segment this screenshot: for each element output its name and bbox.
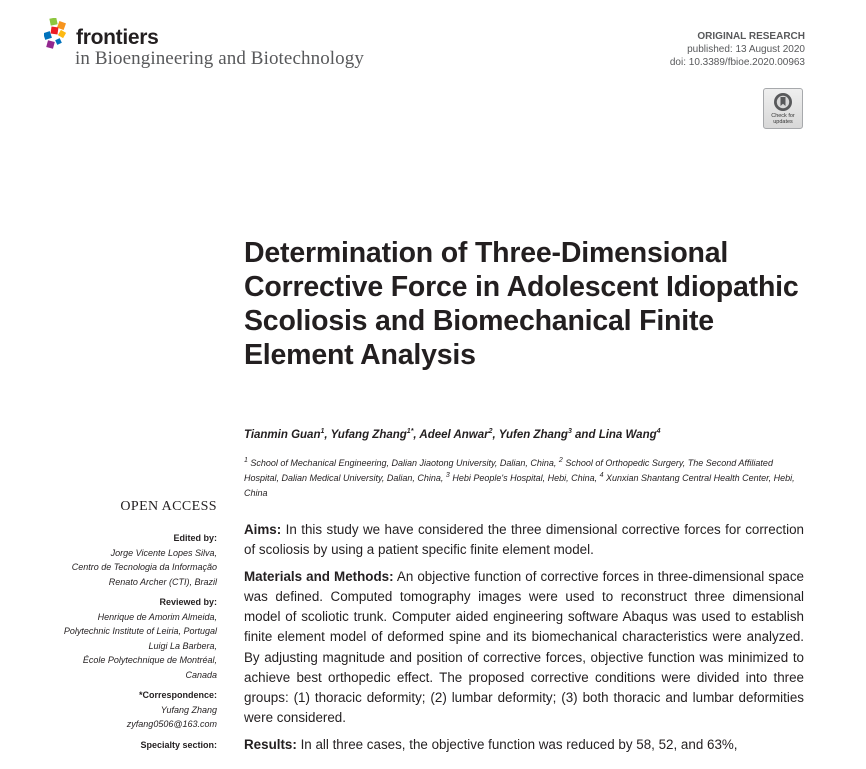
- reviewer-line: Polytechnic Institute of Leiria, Portugal: [63, 626, 217, 636]
- badge-label: [764, 113, 802, 125]
- affiliation-text: Hebi People's Hospital, Hebi, China,: [449, 473, 600, 483]
- editor-line: Centro de Tecnologia da Informação: [71, 562, 217, 572]
- correspondence-label: *Correspondence:: [138, 690, 217, 700]
- affiliation-text: Xunxian Shantang Central Health Center, Hebi, China: [244, 473, 795, 498]
- reviewed-by-label: Reviewed by:: [159, 597, 217, 607]
- published-date: published: 13 August 2020: [687, 44, 805, 55]
- author-name[interactable]: Tianmin Guan: [244, 429, 321, 441]
- editor-line: Jorge Vicente Lopes Silva,: [110, 547, 217, 558]
- article-type: ORIGINAL RESEARCH: [697, 31, 805, 42]
- author-name[interactable]: Yufang Zhang: [330, 429, 407, 441]
- affiliation-sup: 2: [558, 457, 563, 464]
- abstract-label: Aims:: [244, 522, 282, 537]
- correspondence-email[interactable]: zyfang0506@163.com: [126, 719, 217, 729]
- abstract-paragraph: [244, 567, 804, 728]
- author-sup: 1*: [406, 428, 414, 436]
- author-sep: ,: [413, 429, 420, 441]
- author-sup: 2: [488, 428, 493, 436]
- badge-label-line2: updates: [773, 119, 793, 125]
- abstract-text: An objective function of corrective forces in three-dimensional space was defined. Computed tomography images were used to reconstruct three dimensional model of scoliotic trunk. Computer aided engineering software Abaqus was used to establish finite element model of deformed spine and its biomechanical characteristics were analyzed. By adjusting magnitude and position of corrective forces, objective function was minimized to achieve best orthopedic effect. The proposed corrective conditions were divided into three groups: (1) thoracic deformity; (2) lumbar deformity; (3) both thoracic and lumbar deformities were considered.: [244, 569, 804, 725]
- check-for-updates-button[interactable]: [763, 88, 803, 129]
- author-sep: and: [571, 429, 599, 441]
- affiliation-text: School of Orthopedic Surgery, The Second Affiliated Hospital, Dalian Medical University, Dalian, China,: [244, 458, 773, 483]
- abstract-paragraph: [244, 735, 804, 755]
- author-sep: ,: [324, 429, 331, 441]
- abstract-label: Materials and Methods:: [244, 569, 394, 585]
- article-title: Determination of Three-Dimensional Corrective Force in Adolescent Idiopathic Scoliosis and Biomechanical Finite Element Analysis: [244, 237, 799, 371]
- bookmark-circle-icon: [773, 92, 793, 112]
- author-name[interactable]: Lina Wang: [598, 429, 657, 441]
- reviewer-line: Canada: [185, 669, 217, 680]
- author-sup: 3: [567, 428, 572, 436]
- journal-name: in Bioengineering and Biotechnology: [75, 48, 364, 69]
- affiliation-sup: 3: [445, 472, 450, 479]
- abstract-label: Results:: [244, 736, 297, 752]
- abstract: [244, 520, 804, 762]
- correspondence-name: Yufang Zhang: [160, 704, 217, 715]
- brand-name: frontiers: [76, 26, 159, 49]
- author-name[interactable]: Yufen Zhang: [498, 429, 568, 441]
- frontiers-logo-icon: [44, 18, 74, 50]
- affiliation-sup: 4: [599, 472, 604, 479]
- abstract-text: In all three cases, the objective function was reduced by 58, 52, and 63%,: [296, 736, 738, 752]
- sidebar-info: [27, 531, 217, 752]
- specialty-section-label: Specialty section:: [140, 739, 217, 750]
- editor-line: Renato Archer (CTI), Brazil: [108, 576, 217, 587]
- doi-link[interactable]: doi: 10.3389/fbioe.2020.00963: [669, 57, 805, 68]
- open-access-label: OPEN ACCESS: [120, 499, 217, 514]
- badge-label-line1: Check for: [771, 113, 795, 119]
- abstract-text: In this study we have considered the three dimensional corrective forces for correction of scoliosis by using a patient specific finite element model.: [244, 522, 804, 558]
- author-list: [244, 429, 661, 441]
- reviewer-line: Henrique de Amorim Almeida,: [97, 611, 217, 622]
- affiliation-sup: 1: [244, 457, 248, 464]
- author-name[interactable]: Adeel Anwar: [419, 429, 489, 441]
- edited-by-label: Edited by:: [173, 533, 217, 543]
- reviewer-line: École Polytechnique de Montréal,: [82, 655, 217, 665]
- author-sup: 4: [656, 428, 661, 436]
- author-sep: ,: [492, 429, 499, 441]
- reviewer-line: Luigi La Barbera,: [148, 640, 217, 651]
- affiliation-text: School of Mechanical Engineering, Dalian Jiaotong University, Dalian, China,: [247, 458, 559, 468]
- affiliations: [244, 456, 806, 501]
- abstract-paragraph: [244, 520, 804, 560]
- author-sup: 1: [320, 428, 325, 436]
